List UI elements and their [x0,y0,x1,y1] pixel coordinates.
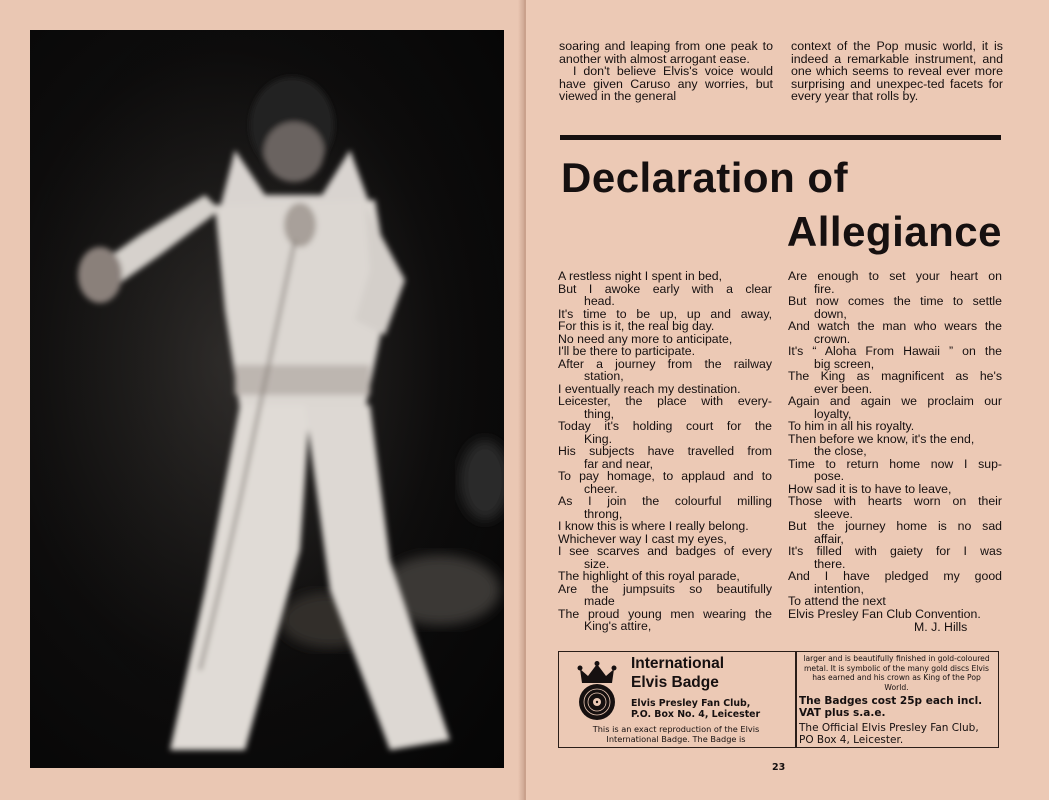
poem-line: King's attire, [584,619,652,633]
ad-price: The Badges cost 25p each incl. VAT plus s.a.e. [799,695,983,720]
poem-line: intention, [814,581,864,596]
poem-line: size. [584,556,610,571]
ad-note: This is an exact reproduction of the Elvis International Badge. The Badge is [592,724,760,744]
poem-line: I know this is where I really belong. [558,519,749,533]
poem-line: But now comes the time to settle [788,294,1002,308]
poem-line: Today it's holding court for the [558,419,772,433]
poem-line: To pay homage, to applaud and to [558,469,772,483]
article-continuation-left [559,40,773,103]
poem-line: ever been. [814,381,873,396]
ad-title-line2: Elvis Badge [631,674,719,691]
poem-line: Are enough to set your heart on [788,269,1002,283]
poem-title-line2: Allegiance [786,208,1002,255]
poem-line: I eventually reach my destination. [558,381,741,396]
poem-line: Again and again we proclaim our [788,394,1002,408]
ad-address-line1: Elvis Presley Fan Club, [631,698,751,709]
poem-line: down, [814,306,847,321]
poem-line: The King as magnificent as he's [788,369,1002,383]
poem-line: far and near, [584,456,654,471]
poem-line: How sad it is to have to leave, [788,481,952,496]
poem-line: It's time to be up, up and away, [558,306,772,321]
poem-line: station, [584,369,624,383]
poem-title-line1: Declaration of [561,154,849,201]
poem-line: Are the jumpsuits so beautifully [558,581,772,596]
poem-line: Whichever way I cast my eyes, [558,531,727,546]
poem-line: To attend the next [788,594,886,608]
poem-column-left [558,270,772,633]
poem-line: It's filled with gaiety for I was [788,544,1002,558]
paragraph: I don't believe Elvis's voice would have given Caruso any worries, but viewed in the general [559,64,773,104]
poem-line: pose. [814,469,845,483]
paragraph: context of the Pop music world, it is indeed a remarkable instrument, and one which seems to reveal ever more surprising and unexpec-ted facets for every year that rolls by. [791,39,1003,104]
crown-record-icon [576,661,618,721]
left-page [0,0,524,800]
poem-line: big screen, [814,356,875,371]
performer-photo-image [30,30,504,768]
badge-advertisement [558,651,999,748]
performer-photo [30,30,504,768]
poem-line: sleeve. [814,506,853,521]
poem-line: But the journey home is no sad [788,519,1002,533]
poem-column-right [788,270,1002,620]
poem-line: King. [584,431,613,446]
poem-line: affair, [814,531,844,546]
poem-line: For this is it, the real big day. [558,319,715,333]
poem-line: Then before we know, it's the end, [788,431,975,446]
ad-divider [795,652,797,747]
article-continuation-right [791,40,1003,103]
poem-author: M. J. Hills [914,620,968,634]
poem-line: the close, [814,444,867,458]
ad-details [799,654,994,746]
ad-address [631,698,760,720]
poem-line: made [584,594,615,608]
poem-line: loyalty, [814,406,852,421]
ad-address-line2: P.O. Box No. 4, Leicester [631,709,761,720]
poem-line: fire. [814,281,835,296]
poem-line: The proud young men wearing the [558,606,772,621]
poem-line: As I join the colourful milling [558,494,772,508]
poem-line: Time to return home now I sup- [788,456,1002,471]
poem-line: And I have pledged my good [788,569,1002,583]
poem-line: Those with hearts worn on their [788,494,1002,508]
poem-line: crown. [814,331,851,346]
poem-line: I'll be there to participate. [558,344,696,358]
poem-line: To him in all his royalty. [788,419,915,433]
poem-line: But I awoke early with a clear [558,281,772,296]
poem-line: Elvis Presley Fan Club Convention. [788,606,981,621]
poem-line: His subjects have travelled from [558,444,772,458]
poem-line: Leicester, the place with every- [558,394,772,408]
poem-line: And watch the man who wears the [788,319,1002,333]
poem-line: It's “ Aloha From Hawaii ” on the [788,344,1002,358]
ad-title-line1: International [631,655,725,672]
poem-line: I see scarves and badges of every [558,544,772,558]
page-number: 23 [772,762,786,773]
ad-order-address: The Official Elvis Presley Fan Club, PO Box 4, Leicester. [799,722,979,747]
ad-description: larger and is beautifully finished in gold-coloured metal. It is symbolic of the many gold discs Elvis has earned and his crown as King of the Pop World. [803,654,990,692]
section-divider [560,135,1001,140]
poem-line: No need any more to anticipate, [558,331,733,346]
poem-line: A restless night I spent in bed, [558,269,723,283]
poem-line: The highlight of this royal parade, [558,569,740,583]
poem-line: head. [584,294,615,308]
poem-line: After a journey from the railway [558,356,772,371]
paragraph: soaring and leaping from one peak to another with almost arrogant ease. [559,39,773,66]
ad-title [631,654,724,692]
poem-line: throng, [584,506,623,521]
poem-line: there. [814,556,846,571]
poem-line: thing, [584,406,615,421]
poem-line: cheer. [584,481,618,496]
